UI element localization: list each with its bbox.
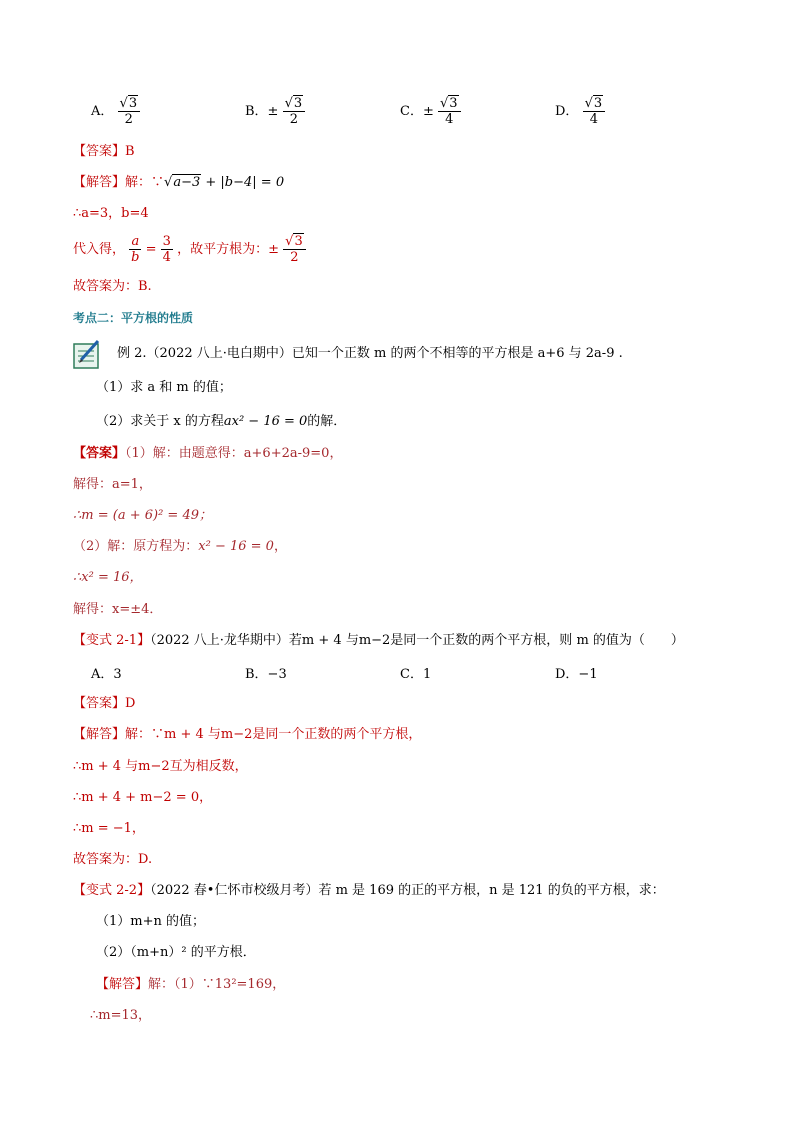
q1-substitute-line: 代入得， $\frac{a}{b}$ = $\frac{3}{4}$ ，故平方根为：± $\frac{√3}{2}$ (73, 234, 306, 265)
example-answer-line: 【答案】（1）解：由题意得：a+6+2a-9=0， (73, 446, 343, 461)
example-question-1: （1）求 a 和 m 的值； (96, 380, 232, 395)
solution-step: ∴m=13， (90, 1008, 152, 1023)
solution-step: ∴x² = 16， (73, 570, 143, 585)
option-d (555, 96, 605, 127)
option-d: D．−1 (555, 667, 598, 682)
fraction-sqrt3-over-2: $\frac{√3}{2}$ (283, 234, 306, 265)
option-a: A．3 (91, 667, 122, 682)
option-a-label: A． (91, 104, 114, 119)
option-c (400, 96, 461, 127)
example-heading: 例 2.（2022 八上·电白期中）已知一个正数 m 的两个不相等的平方根是 a+6 与 2a-9 . (117, 346, 623, 361)
option-a-fraction: $\frac{√3}{2}$ (118, 96, 141, 127)
solution-conclusion: 故答案为：D. (73, 852, 153, 867)
q1-answer-line (73, 142, 135, 162)
solution-step: ∴m + 4 与m−2互为相反数， (73, 759, 248, 774)
variant-2-2-solution: 【解答】解：（1）∵13²=169， (96, 977, 286, 992)
solution-tag: 【解答】 (96, 977, 149, 992)
answer-tag: 【答案】 (73, 446, 126, 461)
variant-question-1: （1）m+n 的值； (96, 914, 205, 929)
answer-tag: 【答案】 (73, 696, 126, 711)
q1-solution-step: ∴a=3，b=4 (73, 206, 149, 221)
variant-2-2-question: 【变式 2-2】（2022 春•仁怀市校级月考）若 m 是 169 的正的平方根，n 是 121 的负的平方根，求： (73, 883, 665, 898)
solution-step: ∴m + 4 + m−2 = 0， (73, 790, 213, 805)
answer-tag: 【答案】 (73, 144, 126, 159)
solution-tag: 【解答】 (73, 727, 126, 742)
solution-step: 解得：x=±4． (73, 602, 163, 617)
fraction-a-over-b: $\frac{a}{b}$ (131, 234, 140, 265)
option-d-label: D． (555, 104, 579, 119)
solution-tag: 【解答】 (73, 175, 126, 190)
variant-2-1-solution: 【解答】解：∵m + 4 与m−2是同一个正数的两个平方根， (73, 727, 422, 742)
option-b-fraction: $\frac{√3}{2}$ (283, 96, 306, 127)
option-c: C．1 (400, 667, 432, 682)
q1-solution-line: 【解答】解：∵√a−3 + |b−4| = 0 (73, 175, 285, 190)
answer-value: B (125, 144, 135, 159)
solution-step: 解得：a=1， (73, 477, 152, 492)
solution-step: ∴m = −1， (73, 821, 145, 836)
q1-conclusion: 故答案为：B. (73, 279, 152, 294)
variant-question-2: （2）（m+n）² 的平方根． (96, 945, 256, 960)
option-d-fraction: $\frac{√3}{4}$ (583, 96, 606, 127)
notebook-pencil-icon (73, 338, 101, 370)
example-question-2: （2）求关于 x 的方程ax² − 16 = 0的解． (96, 414, 347, 429)
option-c-fraction: $\frac{√3}{4}$ (438, 96, 461, 127)
option-b: B．−3 (245, 667, 287, 682)
solution-step: （2）解：原方程为：x² − 16 = 0， (73, 539, 287, 554)
option-c-label: C．± (400, 104, 434, 119)
option-b-label: B．± (245, 104, 279, 119)
option-a (91, 96, 140, 127)
fraction-3-over-4: $\frac{3}{4}$ (162, 234, 171, 265)
variant-2-1-answer: 【答案】D (73, 696, 136, 711)
solution-step: ∴m = (a + 6)² = 49； (73, 508, 212, 523)
variant-tag: 【变式 2-2】 (73, 883, 151, 898)
option-b (245, 96, 305, 127)
section-title: 考点二：平方根的性质 (73, 311, 194, 325)
variant-2-1-question: 【变式 2-1】（2022 八上·龙华期中）若m + 4 与m−2是同一个正数的两个平方根，则 m 的值为（ ） (73, 633, 684, 648)
variant-tag: 【变式 2-1】 (73, 633, 151, 648)
